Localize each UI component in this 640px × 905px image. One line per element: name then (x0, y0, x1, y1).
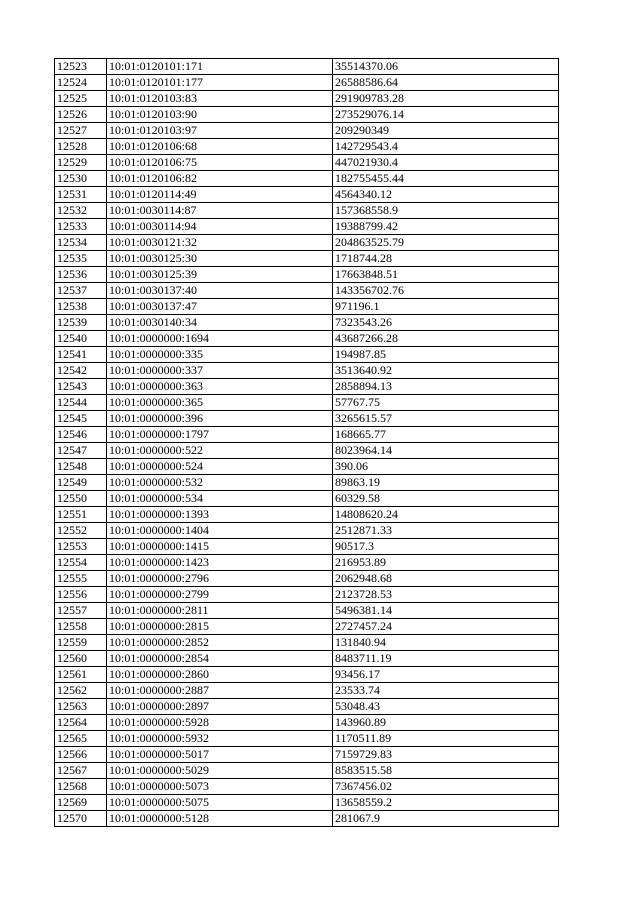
value-cell: 143960.89 (333, 715, 559, 731)
cadastral-number-cell: 10:01:0120106:82 (107, 171, 333, 187)
cadastral-number-cell: 10:01:0000000:337 (107, 363, 333, 379)
row-number-cell: 12534 (55, 235, 107, 251)
row-number-cell: 12556 (55, 587, 107, 603)
table-row (55, 267, 559, 283)
row-number-cell: 12544 (55, 395, 107, 411)
cadastral-number-cell: 10:01:0120114:49 (107, 187, 333, 203)
table-row (55, 411, 559, 427)
row-number-cell: 12535 (55, 251, 107, 267)
table-row (55, 779, 559, 795)
value-cell: 90517.3 (333, 539, 559, 555)
value-cell: 19388799.42 (333, 219, 559, 235)
value-cell: 281067.9 (333, 811, 559, 827)
cadastral-number-cell: 10:01:0120101:177 (107, 75, 333, 91)
row-number-cell: 12537 (55, 283, 107, 299)
row-number-cell: 12566 (55, 747, 107, 763)
cadastral-number-cell: 10:01:0000000:524 (107, 459, 333, 475)
row-number-cell: 12559 (55, 635, 107, 651)
cadastral-number-cell: 10:01:0000000:1423 (107, 555, 333, 571)
value-cell: 2123728.53 (333, 587, 559, 603)
value-cell: 5496381.14 (333, 603, 559, 619)
table-row (55, 491, 559, 507)
value-cell: 1170511.89 (333, 731, 559, 747)
row-number-cell: 12564 (55, 715, 107, 731)
value-cell: 142729543.4 (333, 139, 559, 155)
cadastral-number-cell: 10:01:0030125:30 (107, 251, 333, 267)
cadastral-number-cell: 10:01:0120106:75 (107, 155, 333, 171)
cadastral-number-cell: 10:01:0000000:5128 (107, 811, 333, 827)
row-number-cell: 12545 (55, 411, 107, 427)
row-number-cell: 12551 (55, 507, 107, 523)
value-cell: 7367456.02 (333, 779, 559, 795)
row-number-cell: 12539 (55, 315, 107, 331)
value-cell: 7323543.26 (333, 315, 559, 331)
cadastral-number-cell: 10:01:0120106:68 (107, 139, 333, 155)
value-cell: 157368558.9 (333, 203, 559, 219)
value-cell: 3265615.57 (333, 411, 559, 427)
value-cell: 204863525.79 (333, 235, 559, 251)
table-row (55, 683, 559, 699)
row-number-cell: 12536 (55, 267, 107, 283)
cadastral-number-cell: 10:01:0000000:2852 (107, 635, 333, 651)
cadastral-number-cell: 10:01:0000000:363 (107, 379, 333, 395)
table-row (55, 523, 559, 539)
table-row (55, 603, 559, 619)
table-row (55, 395, 559, 411)
value-cell: 273529076.14 (333, 107, 559, 123)
row-number-cell: 12552 (55, 523, 107, 539)
row-number-cell: 12549 (55, 475, 107, 491)
table-row (55, 667, 559, 683)
row-number-cell: 12546 (55, 427, 107, 443)
row-number-cell: 12532 (55, 203, 107, 219)
value-cell: 35514370.06 (333, 59, 559, 75)
row-number-cell: 12558 (55, 619, 107, 635)
row-number-cell: 12569 (55, 795, 107, 811)
table-row (55, 203, 559, 219)
table-row (55, 539, 559, 555)
row-number-cell: 12568 (55, 779, 107, 795)
cadastral-number-cell: 10:01:0000000:2796 (107, 571, 333, 587)
table-row (55, 507, 559, 523)
table-row (55, 571, 559, 587)
cadastral-number-cell: 10:01:0000000:2815 (107, 619, 333, 635)
value-cell: 57767.75 (333, 395, 559, 411)
value-cell: 8023964.14 (333, 443, 559, 459)
value-cell: 3513640.92 (333, 363, 559, 379)
value-cell: 209290349 (333, 123, 559, 139)
table-row (55, 651, 559, 667)
value-cell: 291909783.28 (333, 91, 559, 107)
table-row (55, 219, 559, 235)
table-row (55, 347, 559, 363)
cadastral-number-cell: 10:01:0030114:94 (107, 219, 333, 235)
table-row (55, 427, 559, 443)
table-row (55, 763, 559, 779)
table-row (55, 731, 559, 747)
row-number-cell: 12548 (55, 459, 107, 475)
cadastral-number-cell: 10:01:0000000:5029 (107, 763, 333, 779)
cadastral-number-cell: 10:01:0000000:2811 (107, 603, 333, 619)
table-row (55, 443, 559, 459)
cadastral-number-cell: 10:01:0000000:335 (107, 347, 333, 363)
table-body (55, 59, 559, 827)
row-number-cell: 12530 (55, 171, 107, 187)
table-row (55, 123, 559, 139)
table-row (55, 155, 559, 171)
row-number-cell: 12561 (55, 667, 107, 683)
cadastral-number-cell: 10:01:0030137:47 (107, 299, 333, 315)
table-row (55, 59, 559, 75)
cadastral-number-cell: 10:01:0030121:32 (107, 235, 333, 251)
cadastral-number-cell: 10:01:0000000:5928 (107, 715, 333, 731)
table-row (55, 555, 559, 571)
value-cell: 2858894.13 (333, 379, 559, 395)
table-row (55, 187, 559, 203)
row-number-cell: 12563 (55, 699, 107, 715)
cadastral-number-cell: 10:01:0000000:2887 (107, 683, 333, 699)
row-number-cell: 12528 (55, 139, 107, 155)
value-cell: 1718744.28 (333, 251, 559, 267)
cadastral-number-cell: 10:01:0030140:34 (107, 315, 333, 331)
row-number-cell: 12524 (55, 75, 107, 91)
row-number-cell: 12533 (55, 219, 107, 235)
value-cell: 143356702.76 (333, 283, 559, 299)
table-row (55, 699, 559, 715)
value-cell: 2062948.68 (333, 571, 559, 587)
value-cell: 4564340.12 (333, 187, 559, 203)
value-cell: 182755455.44 (333, 171, 559, 187)
value-cell: 194987.85 (333, 347, 559, 363)
table-row (55, 635, 559, 651)
cadastral-number-cell: 10:01:0000000:5075 (107, 795, 333, 811)
table-row (55, 107, 559, 123)
cadastral-number-cell: 10:01:0120103:97 (107, 123, 333, 139)
cadastral-number-cell: 10:01:0000000:5932 (107, 731, 333, 747)
value-cell: 17663848.51 (333, 267, 559, 283)
table-row (55, 283, 559, 299)
table-row (55, 587, 559, 603)
value-cell: 447021930.4 (333, 155, 559, 171)
data-table (54, 58, 559, 827)
cadastral-number-cell: 10:01:0030125:39 (107, 267, 333, 283)
cadastral-number-cell: 10:01:0000000:2799 (107, 587, 333, 603)
cadastral-number-cell: 10:01:0000000:365 (107, 395, 333, 411)
table-row (55, 379, 559, 395)
value-cell: 7159729.83 (333, 747, 559, 763)
table-row (55, 251, 559, 267)
cadastral-number-cell: 10:01:0120103:90 (107, 107, 333, 123)
cadastral-number-cell: 10:01:0000000:2854 (107, 651, 333, 667)
table-row (55, 459, 559, 475)
cadastral-number-cell: 10:01:0000000:5017 (107, 747, 333, 763)
table-row (55, 619, 559, 635)
value-cell: 23533.74 (333, 683, 559, 699)
row-number-cell: 12547 (55, 443, 107, 459)
table-row (55, 315, 559, 331)
table-row (55, 475, 559, 491)
row-number-cell: 12567 (55, 763, 107, 779)
value-cell: 14808620.24 (333, 507, 559, 523)
table-row (55, 299, 559, 315)
value-cell: 2727457.24 (333, 619, 559, 635)
value-cell: 390.06 (333, 459, 559, 475)
cadastral-number-cell: 10:01:0000000:396 (107, 411, 333, 427)
row-number-cell: 12541 (55, 347, 107, 363)
row-number-cell: 12557 (55, 603, 107, 619)
table-row (55, 331, 559, 347)
row-number-cell: 12542 (55, 363, 107, 379)
row-number-cell: 12525 (55, 91, 107, 107)
row-number-cell: 12527 (55, 123, 107, 139)
value-cell: 8583515.58 (333, 763, 559, 779)
table-row (55, 795, 559, 811)
table-row (55, 91, 559, 107)
value-cell: 216953.89 (333, 555, 559, 571)
table-row (55, 811, 559, 827)
cadastral-number-cell: 10:01:0030114:87 (107, 203, 333, 219)
value-cell: 43687266.28 (333, 331, 559, 347)
value-cell: 8483711.19 (333, 651, 559, 667)
cadastral-number-cell: 10:01:0000000:2897 (107, 699, 333, 715)
value-cell: 60329.58 (333, 491, 559, 507)
value-cell: 89863.19 (333, 475, 559, 491)
value-cell: 131840.94 (333, 635, 559, 651)
value-cell: 2512871.33 (333, 523, 559, 539)
cadastral-number-cell: 10:01:0000000:1393 (107, 507, 333, 523)
row-number-cell: 12553 (55, 539, 107, 555)
table-row (55, 363, 559, 379)
cadastral-number-cell: 10:01:0000000:1415 (107, 539, 333, 555)
row-number-cell: 12555 (55, 571, 107, 587)
value-cell: 93456.17 (333, 667, 559, 683)
row-number-cell: 12526 (55, 107, 107, 123)
value-cell: 13658559.2 (333, 795, 559, 811)
value-cell: 53048.43 (333, 699, 559, 715)
row-number-cell: 12570 (55, 811, 107, 827)
row-number-cell: 12538 (55, 299, 107, 315)
table-row (55, 235, 559, 251)
row-number-cell: 12529 (55, 155, 107, 171)
row-number-cell: 12540 (55, 331, 107, 347)
cadastral-number-cell: 10:01:0000000:1694 (107, 331, 333, 347)
value-cell: 26588586.64 (333, 75, 559, 91)
cadastral-number-cell: 10:01:0000000:5073 (107, 779, 333, 795)
table-row (55, 715, 559, 731)
row-number-cell: 12523 (55, 59, 107, 75)
table-row (55, 747, 559, 763)
value-cell: 971196.1 (333, 299, 559, 315)
table-row (55, 139, 559, 155)
row-number-cell: 12531 (55, 187, 107, 203)
cadastral-number-cell: 10:01:0000000:1404 (107, 523, 333, 539)
row-number-cell: 12560 (55, 651, 107, 667)
row-number-cell: 12543 (55, 379, 107, 395)
cadastral-number-cell: 10:01:0030137:40 (107, 283, 333, 299)
cadastral-number-cell: 10:01:0120101:171 (107, 59, 333, 75)
value-cell: 168665.77 (333, 427, 559, 443)
cadastral-number-cell: 10:01:0000000:532 (107, 475, 333, 491)
table-row (55, 171, 559, 187)
row-number-cell: 12554 (55, 555, 107, 571)
cadastral-number-cell: 10:01:0000000:2860 (107, 667, 333, 683)
cadastral-number-cell: 10:01:0000000:1797 (107, 427, 333, 443)
row-number-cell: 12565 (55, 731, 107, 747)
cadastral-number-cell: 10:01:0120103:83 (107, 91, 333, 107)
cadastral-number-cell: 10:01:0000000:522 (107, 443, 333, 459)
row-number-cell: 12550 (55, 491, 107, 507)
row-number-cell: 12562 (55, 683, 107, 699)
cadastral-number-cell: 10:01:0000000:534 (107, 491, 333, 507)
table-row (55, 75, 559, 91)
